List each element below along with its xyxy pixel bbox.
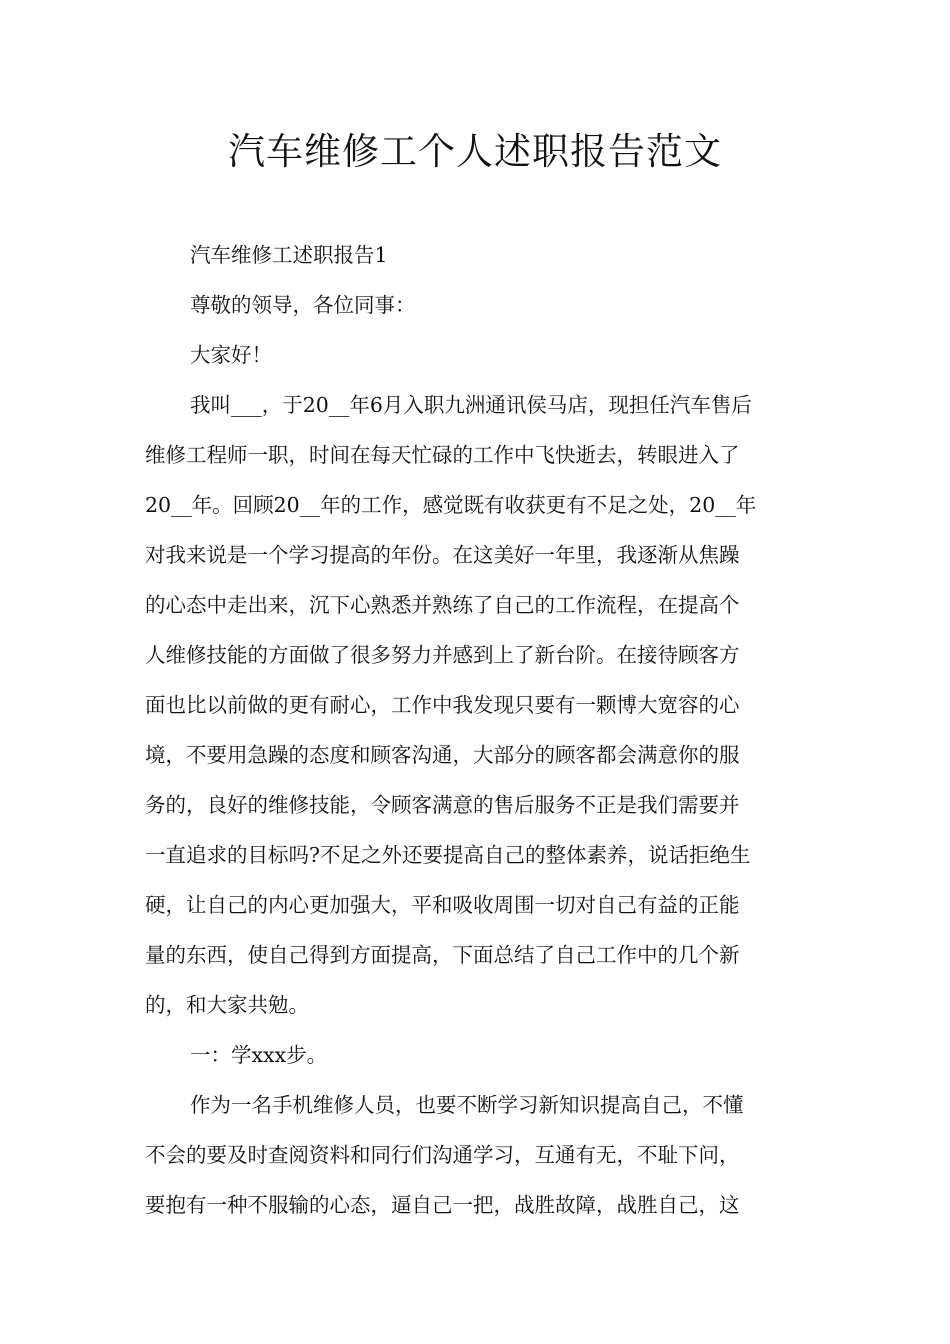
paragraph-line: 维修工程师一职，时间在每天忙碌的工作中飞快逝去，转眼进入了: [145, 443, 740, 467]
document-body: [145, 230, 805, 1230]
paragraph-line: 20__年。回顾20__年的工作，感觉既有收获更有不足之处，20__年: [145, 493, 757, 517]
paragraph-line: 不会的要及时查阅资料和同行们沟通学习，互通有无，不耻下问，: [145, 1143, 740, 1167]
paragraph-line: 硬，让自己的内心更加强大，平和吸收周围一切对自己有益的正能: [145, 893, 740, 917]
paragraph-1: [145, 380, 805, 1030]
paragraph-line: 一直追求的目标吗?不足之外还要提高自己的整体素养，说话拒绝生: [145, 843, 751, 867]
report-heading: 汽车维修工述职报告1: [190, 243, 388, 267]
paragraph-2: [145, 1080, 805, 1230]
paragraph-line: 对我来说是一个学习提高的年份。在这美好一年里，我逐渐从焦躁: [145, 543, 740, 567]
paragraph-line: 务的，良好的维修技能，令顾客满意的售后服务不正是我们需要并: [145, 793, 740, 817]
paragraph-line: 作为一名手机维修人员，也要不断学习新知识提高自己，不懂: [190, 1093, 744, 1117]
paragraph-line: 面也比以前做的更有耐心，工作中我发现只要有一颗博大宽容的心: [145, 693, 740, 717]
greeting: 大家好！: [190, 343, 272, 367]
paragraph-line: 境，不要用急躁的态度和顾客沟通，大部分的顾客都会满意你的服: [145, 743, 740, 767]
paragraph-line: 要抱有一种不服输的心态，逼自己一把，战胜故障，战胜自己，这: [145, 1193, 740, 1217]
salutation: 尊敬的领导，各位同事：: [190, 293, 416, 317]
section-heading: 一：学xxx步。: [190, 1043, 328, 1067]
document-title: 汽车维修工个人述职报告范文: [228, 130, 722, 173]
paragraph-line: 的心态中走出来，沉下心熟悉并熟练了自己的工作流程，在提高个: [145, 593, 740, 617]
paragraph-line: 我叫___，于20__年6月入职九洲通讯侯马店，现担任汽车售后: [190, 393, 752, 417]
paragraph-line: 量的东西，使自己得到方面提高，下面总结了自己工作中的几个新: [145, 943, 740, 967]
paragraph-line: 人维修技能的方面做了很多努力并感到上了新台阶。在接待顾客方: [145, 643, 740, 667]
paragraph-line: 的，和大家共勉。: [145, 993, 309, 1017]
